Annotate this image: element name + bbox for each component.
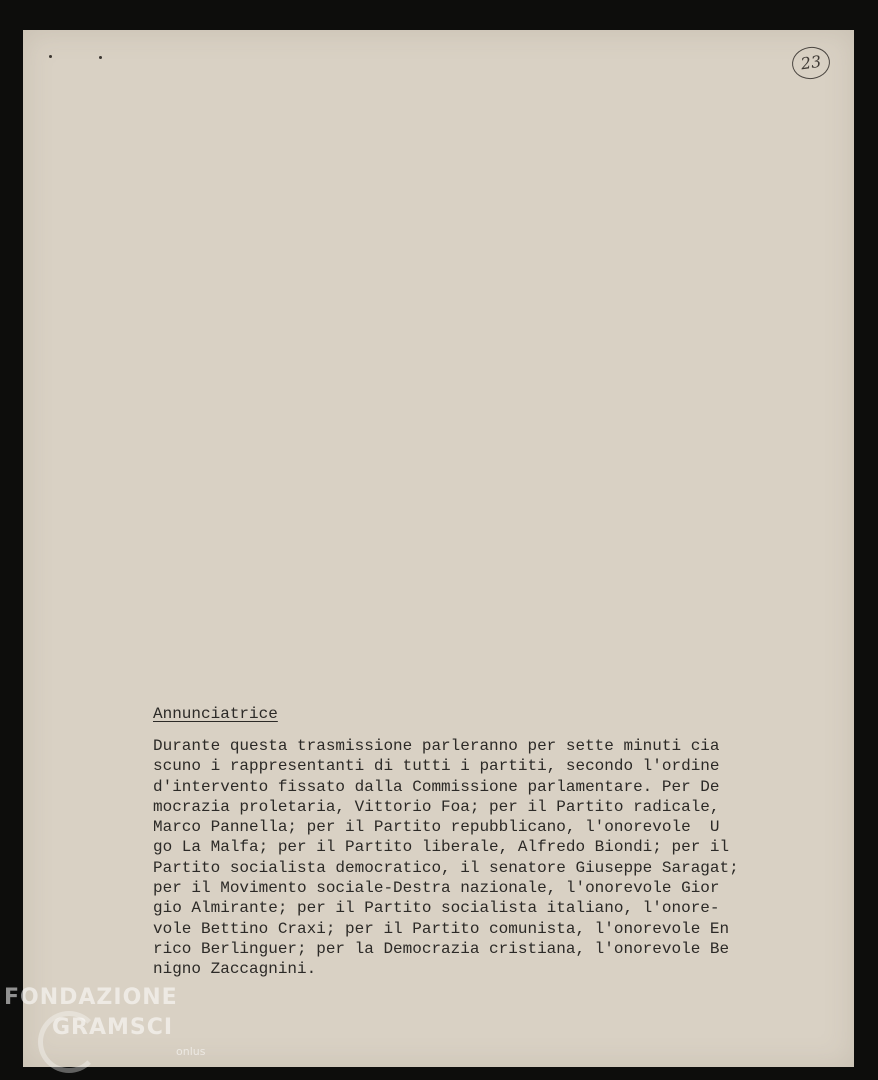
text-line: Marco Pannella; per il Partito repubblicano, l'onorevole U bbox=[153, 818, 720, 837]
text-line: vole Bettino Craxi; per il Partito comunista, l'onorevole En bbox=[153, 919, 730, 938]
text-line: Durante questa trasmissione parleranno per sette minuti cia bbox=[153, 737, 720, 755]
punch-hole-left bbox=[49, 55, 52, 58]
text-line: gio Almirante; per il Partito socialista italiano, l'onore- bbox=[153, 899, 720, 918]
document-page bbox=[23, 30, 854, 1067]
text-line: rico Berlinguer; per la Democrazia cristiana, l'onorevole Be bbox=[153, 939, 730, 958]
text-line: per il Movimento sociale-Destra nazionale, l'onorevole Gior bbox=[153, 879, 720, 898]
text-line: mocrazia proletaria, Vittorio Foa; per il Partito radicale, bbox=[153, 797, 720, 816]
text-line: nigno Zaccagnini. bbox=[153, 960, 317, 979]
text-line: Partito socialista democratico, il senatore Giuseppe Saragat; bbox=[153, 858, 739, 877]
page-number: 23 bbox=[790, 45, 832, 82]
text-line: scuno i rappresentanti di tutti i partiti, secondo l'ordine bbox=[153, 757, 720, 776]
text-line: d'intervento fissato dalla Commissione parlamentare. Per De bbox=[153, 777, 720, 796]
speaker-heading: Annunciatrice bbox=[153, 705, 278, 723]
watermark-line-1: FONDAZIONE bbox=[4, 985, 178, 1010]
watermark-line-2: GRAMSCI bbox=[52, 1015, 174, 1040]
watermark-line-3: onlus bbox=[176, 1045, 206, 1058]
fondazione-gramsci-watermark bbox=[4, 985, 224, 1075]
body-text bbox=[153, 736, 793, 980]
punch-hole-right bbox=[99, 56, 102, 59]
text-line: go La Malfa; per il Partito liberale, Alfredo Biondi; per il bbox=[153, 838, 730, 857]
